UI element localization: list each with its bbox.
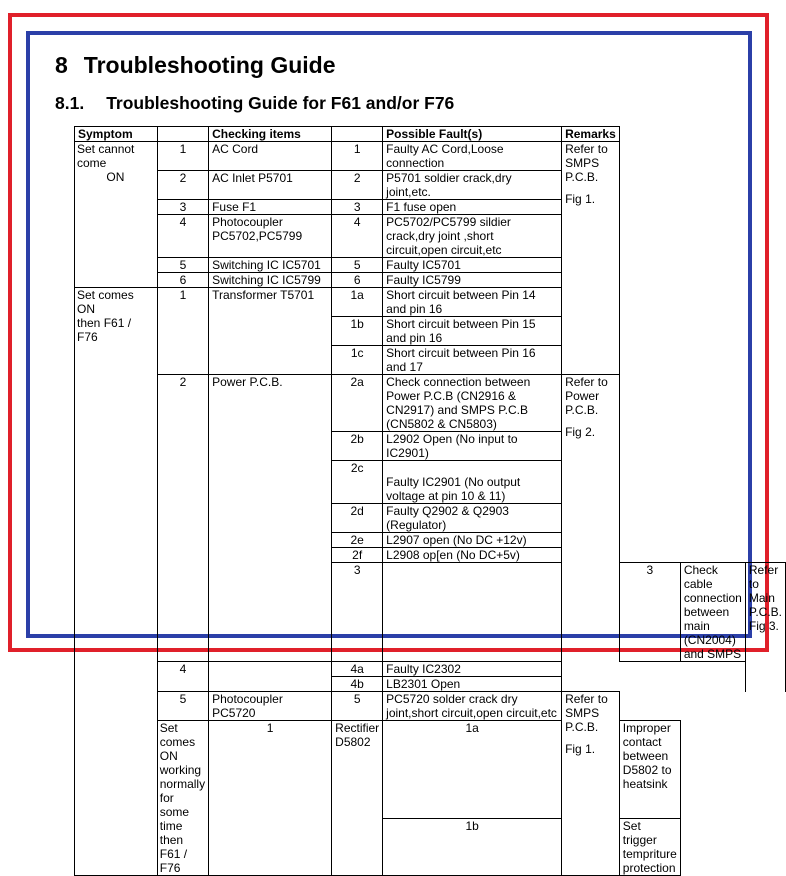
fault-text: Short circuit between Pin 16 and 17: [383, 346, 562, 375]
fault-text: Set trigger tempriture protection: [619, 819, 680, 876]
remarks-line: SMPS: [565, 156, 600, 170]
header-checking: Checking items: [209, 127, 332, 142]
fault-number: 2b: [332, 432, 383, 461]
fault-number: 4b: [332, 677, 383, 692]
fault-text: Check cable connection between main (CN2004) and SMPS: [680, 563, 745, 662]
fault-text: Faulty AC Cord,Loose connection: [383, 142, 562, 171]
symptom-cell: [75, 288, 158, 876]
check-item: AC Cord: [209, 142, 332, 171]
table-row: [75, 721, 786, 819]
section-number: 8: [55, 52, 68, 78]
fault-number: 2c: [332, 461, 383, 504]
symptom-line: ON: [106, 170, 125, 184]
check-number: 1: [209, 721, 332, 876]
check-number: 3: [332, 563, 383, 662]
remarks-line: Refer to: [748, 563, 779, 591]
fault-number: 1: [332, 142, 383, 171]
remarks-line: SMPS: [565, 706, 600, 720]
fault-number: 1b: [383, 819, 562, 876]
header-checking-num: [157, 127, 208, 142]
table-row: [75, 258, 786, 273]
fault-text: Faulty IC2302: [383, 662, 562, 677]
check-item: Photocoupler PC5702,PC5799: [209, 215, 332, 258]
check-item: [383, 563, 562, 662]
fault-text: PC5720 solder crack dry joint,short circuit,open circuit,etc: [383, 692, 562, 721]
check-item: Photocoupler PC5720: [209, 692, 332, 721]
symptom-line: Set comes ON: [77, 288, 134, 316]
fault-text: Improper contact between D5802 to heatsink: [619, 721, 680, 819]
table-row: [75, 142, 786, 171]
check-item: AC Inlet P5701: [209, 171, 332, 200]
remarks-line: Refer to: [565, 375, 608, 389]
fault-text: LB2301 Open: [383, 677, 562, 692]
subsection-title: Troubleshooting Guide for F61 and/or F76: [106, 93, 455, 113]
symptom-line: then F61 / F76: [77, 316, 132, 344]
fault-text: Short circuit between Pin 14 and pin 16: [383, 288, 562, 317]
fault-text: Short circuit between Pin 15 and pin 16: [383, 317, 562, 346]
fault-number: 5: [332, 258, 383, 273]
fault-text: L2908 op[en (No DC+5v): [383, 548, 562, 563]
remarks-line: P.C.B.: [565, 720, 599, 734]
remarks-cell: [745, 563, 785, 692]
check-item: Power P.C.B.: [209, 375, 332, 662]
fault-text: Faulty IC2901 (No output voltage at pin 10 & 11): [383, 461, 562, 504]
subsection-heading: [55, 93, 454, 114]
fault-text: Faulty IC5799: [383, 273, 562, 288]
fault-number: 3: [332, 200, 383, 215]
table-row: [75, 215, 786, 258]
header-fault: Possible Fault(s): [383, 127, 562, 142]
troubleshooting-table: [74, 126, 786, 876]
fault-text: L2902 Open (No input to IC2901): [383, 432, 562, 461]
fault-text: Faulty IC5701: [383, 258, 562, 273]
table-header-row: [75, 127, 786, 142]
symptom-cell: [75, 142, 158, 288]
check-number: 3: [157, 200, 208, 215]
check-item: Transformer T5701: [209, 288, 332, 375]
symptom-line: working normally: [159, 763, 206, 791]
symptom-cell: [157, 721, 208, 876]
fault-number: 2e: [332, 533, 383, 548]
remarks-line: Power: [565, 389, 600, 403]
fault-text: PC5702/PC5799 sildier crack,dry joint ,short circuit,open circuit,etc: [383, 215, 562, 258]
fault-number: 2d: [332, 504, 383, 533]
fault-text: Faulty Q2902 & Q2903 (Regulator): [383, 504, 562, 533]
check-number: 1: [157, 288, 208, 375]
remarks-line: Fig 2.: [565, 425, 596, 439]
table-row: [75, 288, 786, 317]
symptom-line: then F61 / F76: [159, 833, 188, 875]
header-remarks: Remarks: [562, 127, 620, 142]
check-number: 4: [157, 215, 208, 258]
remarks-cell: [562, 375, 620, 662]
subsection-number: 8.1.: [55, 93, 85, 113]
fault-number: 2a: [332, 375, 383, 432]
check-item: [209, 662, 332, 692]
fault-number: 1a: [332, 288, 383, 317]
fault-text: Check connection between Power P.C.B (CN2916 & CN2917) and SMPS P.C.B (CN5802 & CN5803): [383, 375, 562, 432]
table-row: [75, 200, 786, 215]
check-number: 4: [157, 662, 208, 692]
check-number: 2: [157, 171, 208, 200]
remarks-cell: [562, 142, 620, 375]
header-symptom: Symptom: [75, 127, 158, 142]
remarks-line: P.C.B.: [565, 170, 599, 184]
check-number: 5: [157, 258, 208, 273]
table-row: [75, 273, 786, 288]
check-number: 5: [157, 692, 208, 721]
remarks-line: Main: [748, 591, 775, 605]
symptom-line: Set comes ON: [159, 721, 196, 763]
fault-number: 2f: [332, 548, 383, 563]
remarks-line: Refer to: [565, 142, 608, 156]
check-item: Switching IC IC5799: [209, 273, 332, 288]
check-number: 1: [157, 142, 208, 171]
fault-number: 4: [332, 215, 383, 258]
remarks-line: Fig 1.: [565, 192, 596, 206]
remarks-line: P.C.B.: [748, 605, 782, 619]
fault-text: P5701 soldier crack,dry joint,etc.: [383, 171, 562, 200]
remarks-line: Fig 1.: [565, 742, 596, 756]
table-row: [75, 171, 786, 200]
remarks-cell: [562, 692, 620, 876]
header-fault-num: [332, 127, 383, 142]
fault-number: 3: [619, 563, 680, 662]
check-item: Rectifier D5802: [332, 721, 383, 876]
fault-number: 4a: [332, 662, 383, 677]
fault-number: 2: [332, 171, 383, 200]
check-item: Switching IC IC5701: [209, 258, 332, 273]
symptom-line: for some time: [159, 791, 190, 833]
remarks-line: Fig 3.: [748, 619, 779, 633]
fault-number: 5: [332, 692, 383, 721]
fault-text: F1 fuse open: [383, 200, 562, 215]
table-row: [75, 662, 786, 677]
fault-number: 6: [332, 273, 383, 288]
remarks-line: P.C.B.: [565, 403, 599, 417]
check-item: Fuse F1: [209, 200, 332, 215]
fault-number: 1b: [332, 317, 383, 346]
table-row: [75, 692, 786, 721]
fault-number: 1a: [383, 721, 562, 819]
section-title: Troubleshooting Guide: [83, 52, 336, 78]
check-number: 2: [157, 375, 208, 662]
fault-text: L2907 open (No DC +12v): [383, 533, 562, 548]
check-number: 6: [157, 273, 208, 288]
remarks-line: Refer to: [565, 692, 608, 706]
symptom-line: Set cannot come: [77, 142, 135, 170]
section-heading: [55, 52, 336, 79]
table-row: [75, 375, 786, 432]
fault-number: 1c: [332, 346, 383, 375]
